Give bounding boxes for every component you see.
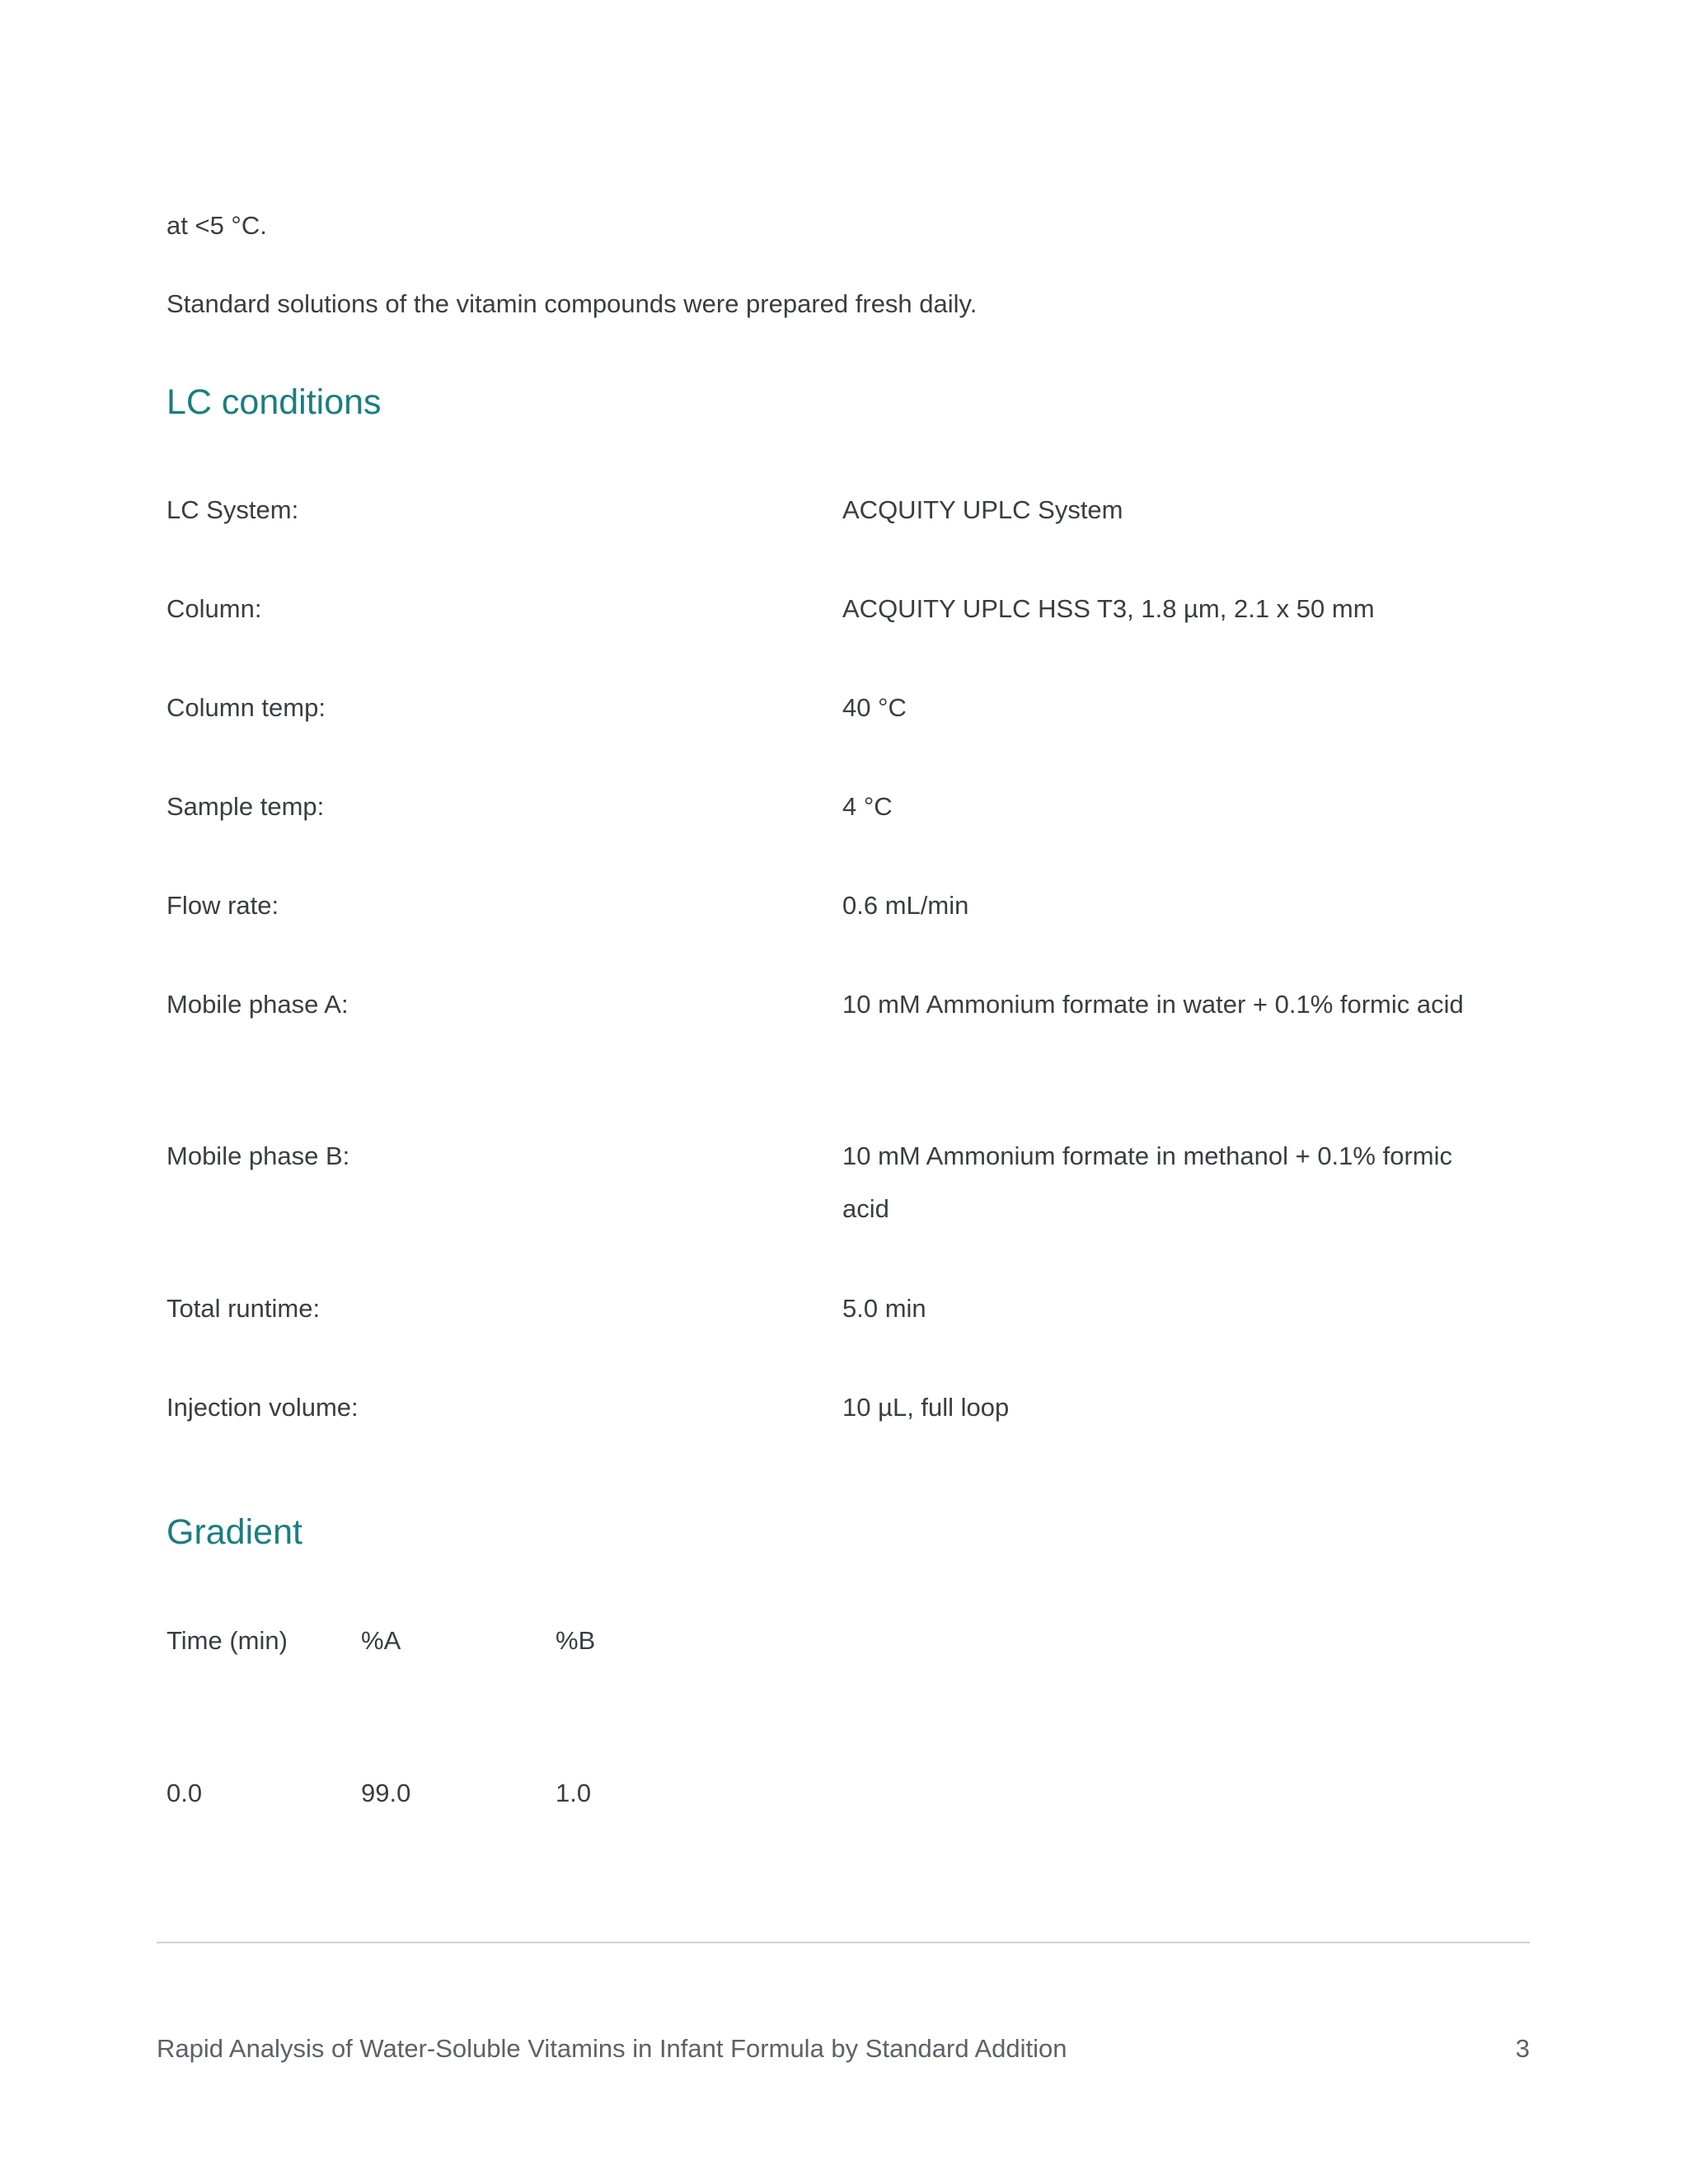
lc-row-value: 0.6 mL/min xyxy=(842,891,969,920)
intro-line-1: at <5 °C. xyxy=(166,211,267,240)
lc-row-label: Mobile phase A: xyxy=(166,990,349,1019)
gradient-cell-b: 1.0 xyxy=(556,1779,592,1807)
footer-title: Rapid Analysis of Water-Soluble Vitamins in Infant Formula by Standard Addition xyxy=(157,2034,1067,2063)
lc-row-value: 10 µL, full loop xyxy=(842,1393,1010,1422)
lc-row-value: 10 mM Ammonium formate in water + 0.1% formic acid xyxy=(842,990,1464,1019)
page-number: 3 xyxy=(1515,2034,1530,2063)
footer-divider xyxy=(157,1942,1530,1943)
lc-row-label: Total runtime: xyxy=(166,1294,321,1323)
lc-row-label: Flow rate: xyxy=(166,891,279,920)
lc-row-label: Column temp: xyxy=(166,693,326,722)
lc-conditions-heading: LC conditions xyxy=(166,382,382,422)
lc-row-value: 4 °C xyxy=(842,792,893,821)
gradient-header-time: Time (min) xyxy=(166,1626,288,1655)
lc-row-value: 10 mM Ammonium formate in methanol + 0.1% formic acid xyxy=(842,1141,1452,1223)
lc-row-value: 5.0 min xyxy=(842,1294,926,1323)
lc-row-label: Column: xyxy=(166,594,262,623)
lc-row-label: Mobile phase B: xyxy=(166,1141,350,1170)
lc-row-label: Injection volume: xyxy=(166,1393,359,1422)
gradient-cell-a: 99.0 xyxy=(361,1779,411,1807)
lc-row-value: ACQUITY UPLC System xyxy=(842,495,1123,524)
intro-line-2: Standard solutions of the vitamin compounds were prepared fresh daily. xyxy=(166,289,978,318)
gradient-heading: Gradient xyxy=(166,1512,302,1552)
lc-row-label: LC System: xyxy=(166,495,299,524)
lc-row-value: ACQUITY UPLC HSS T3, 1.8 µm, 2.1 x 50 mm xyxy=(842,594,1375,623)
gradient-cell-time: 0.0 xyxy=(166,1779,203,1807)
gradient-header-a: %A xyxy=(361,1626,401,1655)
lc-row-value: 40 °C xyxy=(842,693,907,722)
gradient-header-b: %B xyxy=(556,1626,596,1655)
lc-row-label: Sample temp: xyxy=(166,792,325,821)
